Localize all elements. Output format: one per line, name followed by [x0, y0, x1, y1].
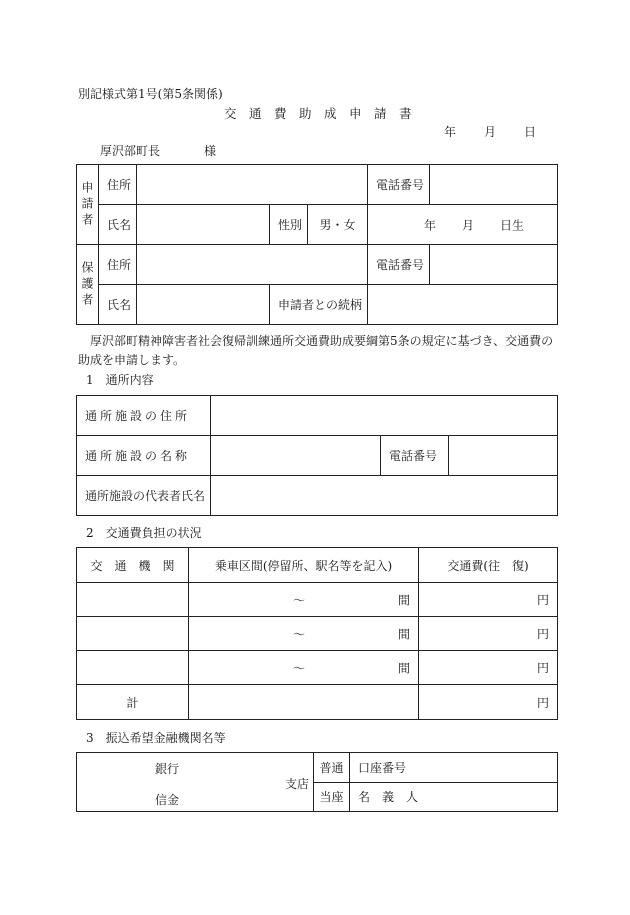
applicant-address-field[interactable]	[137, 165, 368, 205]
addressee	[100, 142, 216, 159]
facility-table	[76, 395, 558, 516]
applicant-gender-options[interactable]: 男・女	[308, 205, 368, 245]
date-line	[444, 123, 536, 140]
transport-field[interactable]	[77, 583, 189, 617]
route-tilde: 〜	[293, 593, 306, 607]
facility-phone-field[interactable]	[449, 436, 558, 476]
fare-header: 交通費(往 復)	[419, 548, 558, 583]
branch-label: 支店	[285, 777, 310, 791]
transport-field[interactable]	[77, 617, 189, 651]
total-label: 計	[77, 685, 189, 720]
route-interval-label: 間	[397, 661, 410, 675]
section2-heading: 2 交通費負担の状況	[86, 526, 202, 540]
facility-address-label: 通所施設の住所	[77, 396, 211, 436]
form-reference: 別記様式第1号(第5条関係)	[78, 87, 223, 101]
table-row	[77, 617, 558, 651]
fare-field[interactable]: 円	[419, 617, 558, 651]
route-tilde: 〜	[293, 627, 306, 641]
fare-field[interactable]: 円	[419, 651, 558, 685]
bank-label: 銀行	[155, 762, 180, 776]
guardian-phone-label: 電話番号	[368, 245, 430, 285]
addressee-honorific: 様	[204, 144, 217, 158]
guardian-relation-field[interactable]	[368, 285, 558, 325]
table-row	[77, 651, 558, 685]
guardian-phone-field[interactable]	[430, 245, 558, 285]
facility-representative-field[interactable]	[211, 476, 558, 516]
applicant-name-field[interactable]	[137, 205, 270, 245]
shinkin-label: 信金	[155, 793, 180, 807]
date-month-label: 月	[484, 125, 497, 139]
birth-month-label: 月	[462, 218, 475, 232]
route-field[interactable]	[189, 651, 419, 685]
total-fare-field[interactable]: 円	[419, 685, 558, 720]
section3-heading: 3 振込希望金融機関名等	[86, 731, 226, 745]
guardian-name-field[interactable]	[137, 285, 270, 325]
table-row	[77, 583, 558, 617]
route-interval-label: 間	[397, 593, 410, 607]
birth-year-label: 年	[424, 218, 437, 232]
guardian-address-label: 住所	[99, 245, 137, 285]
transport-field[interactable]	[77, 651, 189, 685]
page-title: 交 通 費 助 成 申 請 書	[224, 106, 412, 121]
guardian-address-field[interactable]	[137, 245, 368, 285]
bank-table	[76, 752, 558, 812]
facility-phone-label: 電話番号	[381, 436, 449, 476]
transport-header: 交 通 機 関	[77, 548, 189, 583]
applicant-address-label: 住所	[99, 165, 137, 205]
applicant-phone-field[interactable]	[430, 165, 558, 205]
statement-text: 厚沢部町精神障害者社会復帰訓練通所交通費助成要綱第5条の規定に基づき、交通費の助成を申請します。	[78, 334, 554, 367]
applicant-guardian-table	[76, 164, 558, 325]
applicant-name-label: 氏名	[99, 205, 137, 245]
current-account-option[interactable]: 当座	[314, 782, 350, 812]
date-year-label: 年	[444, 125, 457, 139]
facility-address-field[interactable]	[211, 396, 558, 436]
guardian-name-label: 氏名	[99, 285, 137, 325]
account-holder-label[interactable]: 名 義 人	[350, 782, 558, 812]
applicant-phone-label: 電話番号	[368, 165, 430, 205]
addressee-name: 厚沢部町長	[100, 144, 161, 158]
applicant-section-label: 申請者	[77, 165, 99, 245]
facility-representative-label: 通所施設の代表者氏名	[77, 476, 211, 516]
facility-name-label: 通所施設の名称	[77, 436, 211, 476]
account-number-label[interactable]: 口座番号	[350, 753, 558, 783]
section1-heading: 1 通所内容	[86, 373, 154, 387]
birth-day-label: 日生	[500, 218, 525, 232]
route-field[interactable]	[189, 583, 419, 617]
bank-name-field[interactable]	[77, 753, 314, 812]
transport-table	[76, 547, 558, 720]
route-header: 乗車区間(停留所、駅名等を記入)	[189, 548, 419, 583]
guardian-relation-label: 申請者との続柄	[270, 285, 368, 325]
date-day-label: 日	[524, 125, 537, 139]
applicant-gender-label: 性別	[270, 205, 308, 245]
guardian-section-label: 保護者	[77, 245, 99, 325]
ordinary-account-option[interactable]: 普通	[314, 753, 350, 783]
facility-name-field[interactable]	[211, 436, 381, 476]
fare-field[interactable]: 円	[419, 583, 558, 617]
applicant-birthdate-field[interactable]	[368, 205, 558, 245]
route-tilde: 〜	[293, 661, 306, 675]
route-interval-label: 間	[397, 627, 410, 641]
total-route-field	[189, 685, 419, 720]
route-field[interactable]	[189, 617, 419, 651]
